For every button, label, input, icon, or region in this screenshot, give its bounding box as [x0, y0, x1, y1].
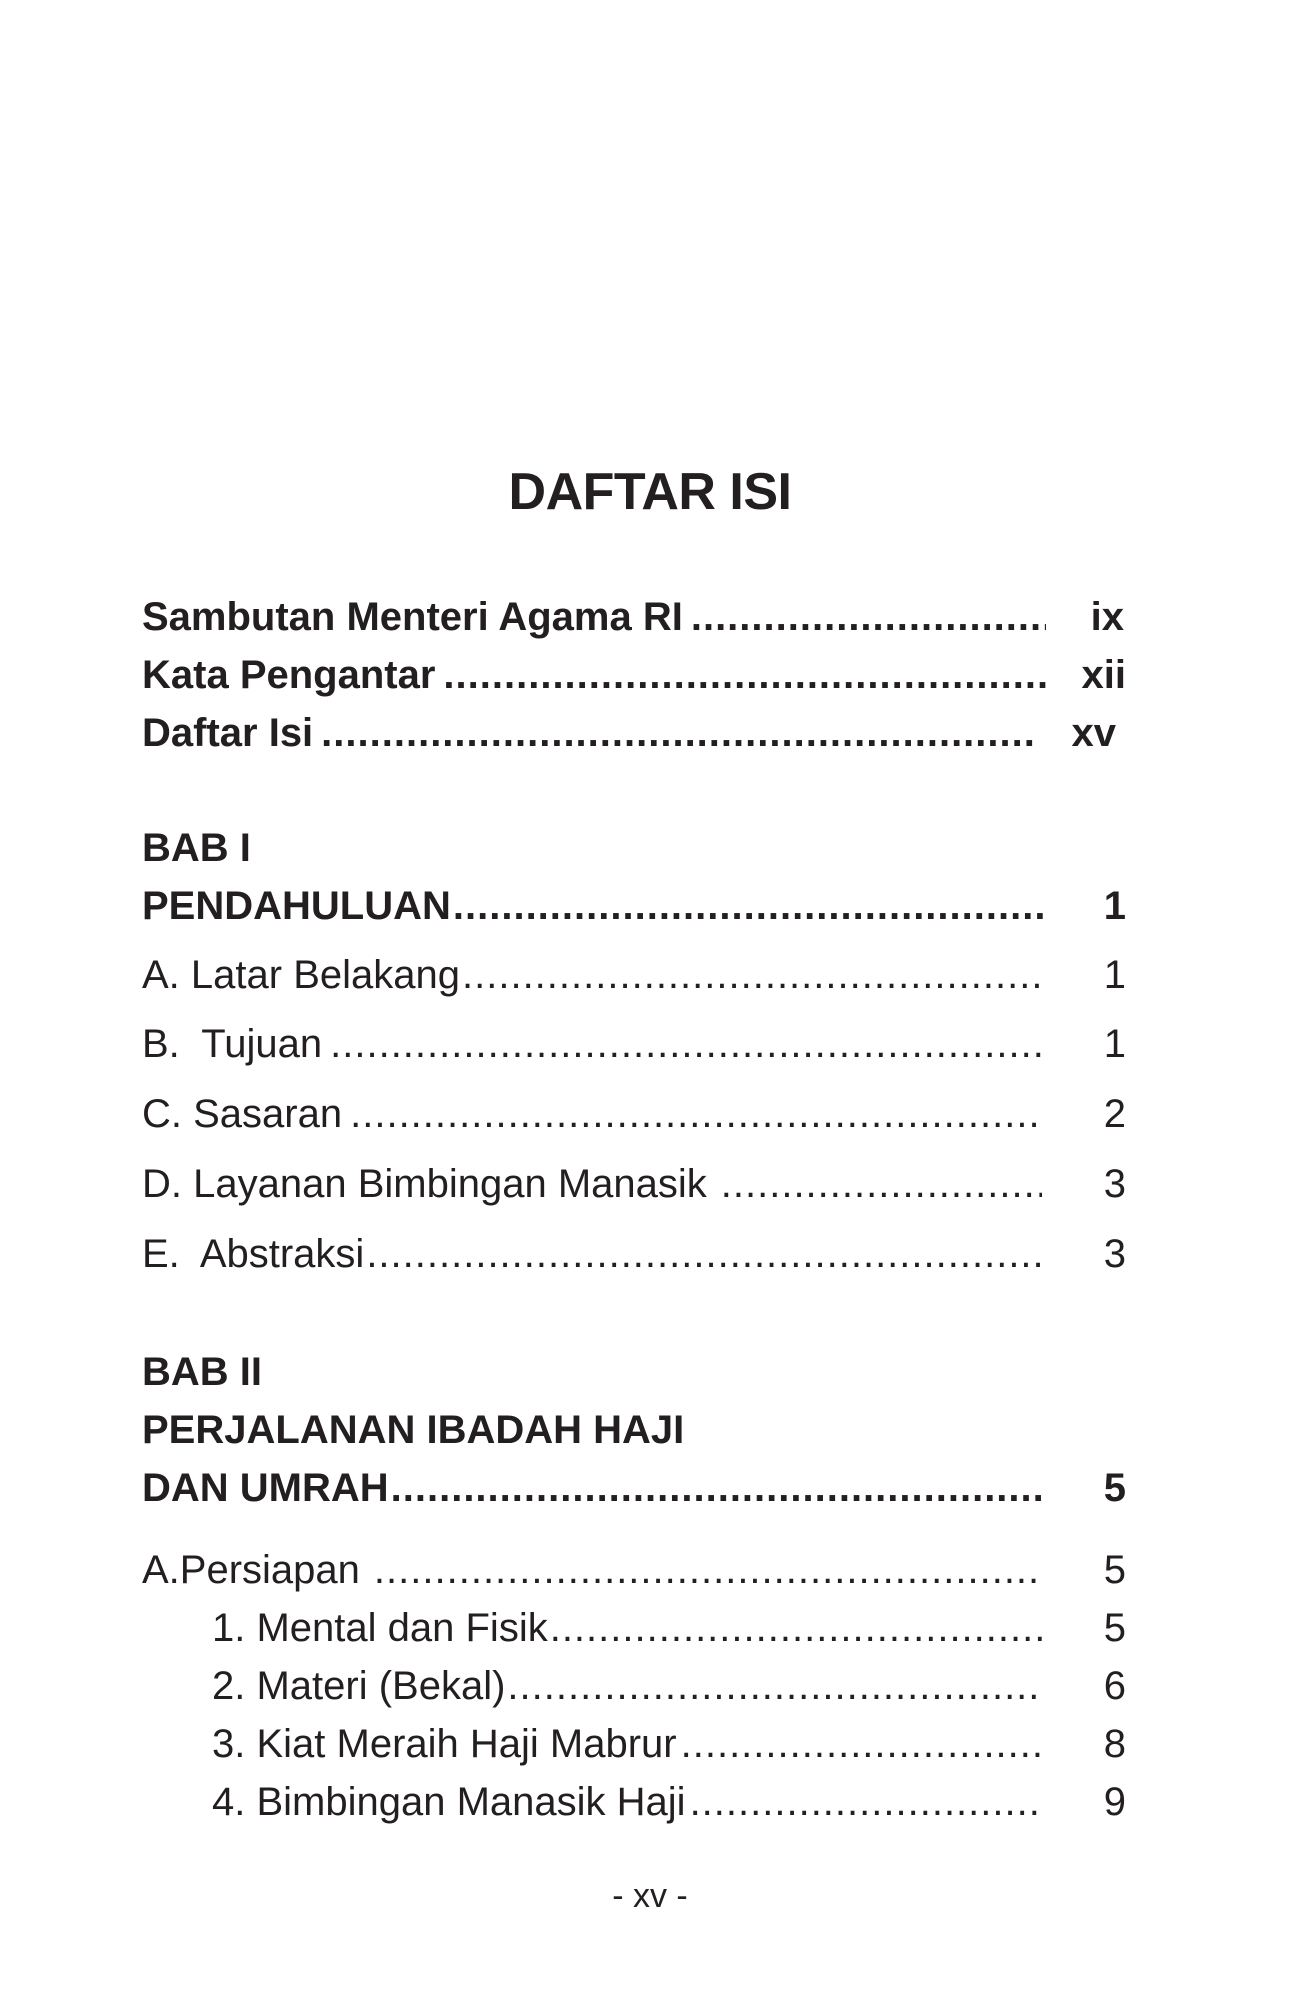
toc-entry-page: 5	[1103, 1466, 1126, 1510]
chapter-heading-bab1: BAB I	[142, 826, 251, 870]
leader-dots	[366, 1228, 1042, 1280]
toc-entry-page: 6	[1103, 1664, 1126, 1708]
leader-dots	[691, 591, 1046, 643]
toc-entry-label: Kata Pengantar	[142, 653, 436, 697]
leader-dots	[374, 1544, 1042, 1596]
toc-entry-page: 1	[1103, 1022, 1126, 1066]
toc-entry-sambutan	[142, 591, 1046, 643]
leader-dots	[321, 707, 1038, 759]
toc-entry-label: 2. Materi (Bekal)	[212, 1664, 506, 1708]
toc-entry-page: 3	[1103, 1162, 1126, 1206]
toc-entry	[142, 1158, 1042, 1210]
leader-dots	[350, 1088, 1042, 1140]
leader-dots	[391, 1462, 1046, 1514]
toc-entry-label: 1. Mental dan Fisik	[212, 1606, 548, 1650]
toc-entry-label: PENDAHULUAN	[142, 884, 451, 928]
toc-entry	[142, 949, 1042, 1001]
page-number-footer: - xv -	[612, 1877, 688, 1915]
toc-entry-label: E. Abstraksi	[142, 1232, 365, 1276]
toc-entry-page: ix	[1090, 595, 1124, 639]
chapter-title-line1: PERJALANAN IBADAH HAJI	[142, 1408, 685, 1452]
toc-entry-label: Daftar Isi	[142, 711, 314, 755]
toc-entry-label: Sambutan Menteri Agama RI	[142, 595, 683, 639]
toc-entry-label: C. Sasaran	[142, 1092, 343, 1136]
toc-entry-page: 8	[1103, 1722, 1126, 1766]
toc-entry-daftar-isi	[142, 707, 1038, 759]
leader-dots	[550, 1602, 1042, 1654]
toc-section-letter: A.	[142, 1548, 180, 1592]
toc-entry	[142, 1088, 1042, 1140]
toc-entry-page: 1	[1103, 953, 1126, 997]
toc-entry-page: 9	[1103, 1780, 1126, 1824]
toc-subentry	[212, 1776, 1042, 1828]
chapter-heading-bab2: BAB II	[142, 1350, 262, 1394]
toc-entry-label: A. Latar Belakang	[142, 953, 460, 997]
toc-entry-label: 4. Bimbingan Manasik Haji	[212, 1780, 686, 1824]
toc-entry-page: xii	[1081, 653, 1126, 697]
leader-dots	[443, 649, 1046, 701]
toc-entry-page: 1	[1103, 884, 1126, 928]
toc-entry-label: Persiapan	[179, 1548, 360, 1592]
toc-entry-page: 3	[1103, 1232, 1126, 1276]
toc-entry-label: 3. Kiat Meraih Haji Mabrur	[212, 1722, 677, 1766]
toc-chapter-perjalanan	[142, 1462, 1046, 1514]
toc-entry-page: xv	[1071, 711, 1116, 755]
leader-dots	[330, 1018, 1042, 1070]
toc-subentry	[212, 1660, 1042, 1712]
leader-dots	[462, 949, 1042, 1001]
leader-dots	[681, 1718, 1042, 1770]
toc-entry-label: B. Tujuan	[142, 1022, 323, 1066]
toc-entry-kata-pengantar	[142, 649, 1046, 701]
page-title: DAFTAR ISI	[508, 463, 792, 521]
toc-entry	[142, 1228, 1042, 1280]
toc-entry-page: 5	[1103, 1548, 1126, 1592]
toc-section-persiapan	[142, 1544, 1042, 1596]
leader-dots	[690, 1776, 1042, 1828]
leader-dots	[721, 1158, 1042, 1210]
toc-subentry	[212, 1602, 1042, 1654]
toc-entry-page: 2	[1103, 1092, 1126, 1136]
leader-dots	[453, 880, 1046, 932]
toc-entry	[142, 1018, 1042, 1070]
toc-subentry	[212, 1718, 1042, 1770]
toc-chapter-pendahuluan	[142, 880, 1046, 932]
toc-entry-page: 5	[1103, 1606, 1126, 1650]
leader-dots	[507, 1660, 1042, 1712]
toc-entry-label: D. Layanan Bimbingan Manasik	[142, 1162, 707, 1206]
toc-entry-label: DAN UMRAH	[142, 1466, 389, 1510]
